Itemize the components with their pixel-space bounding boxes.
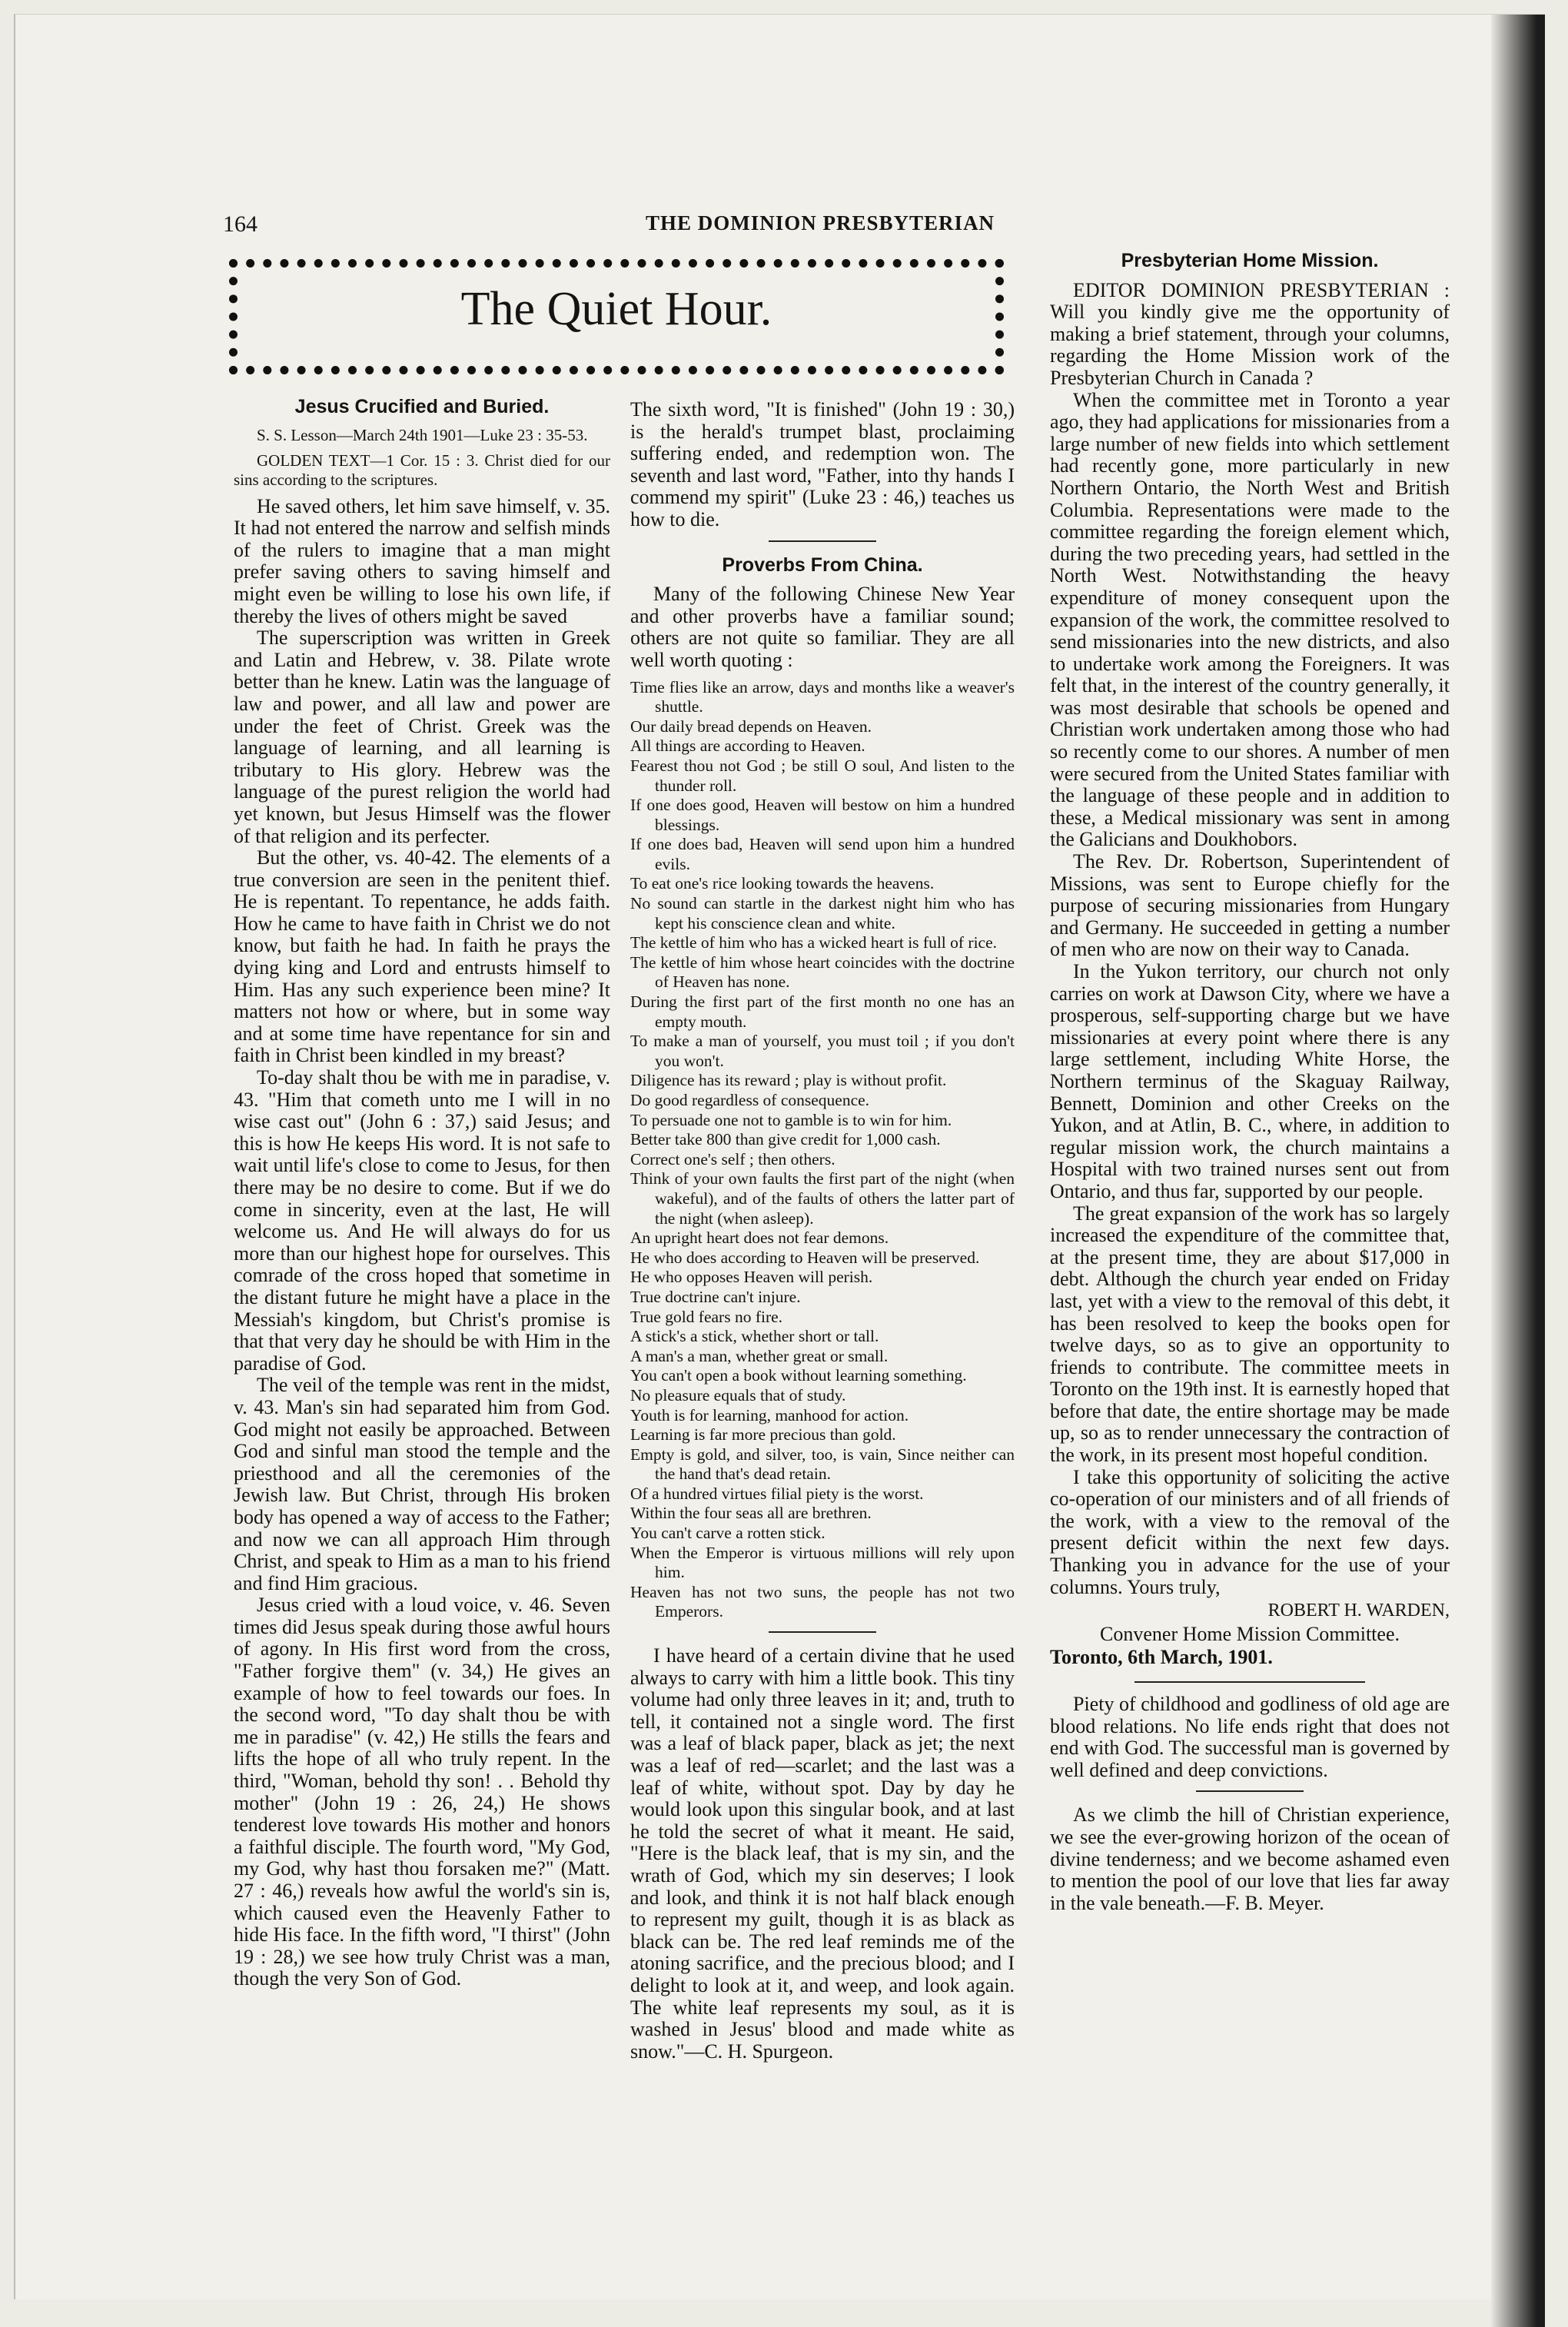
proverb: True gold fears no fire. [630,1307,783,1326]
golden-text: GOLDEN TEXT—1 Cor. 15 : 3. Christ died for our sins according to the scriptures. [234,450,610,489]
article-heading-proverbs: Proverbs From China. [722,553,923,576]
quiet-hour-title: The Quiet Hour. [460,283,772,335]
proverbs-intro: Many of the following Chinese New Year and other proverbs have a familiar sound; others are not quite so familiar. They are all well worth quoting : [630,583,1015,671]
article-heading-jesus-crucified: Jesus Crucified and Buried. [294,396,550,417]
paragraph: The veil of the temple was rent in the midst, v. 43. Man's sin had separated him from God. God might not easily be approached. Between God and sinful man stood the temple and the priesthood and all the ceremonies of the Jewish law. But Christ, through His broken body has opened a way of access to the Father; and now we can all approach Him through Christ, and speak to Him as a man to his friend and find Him gracious. [234,1374,610,1594]
column-3 [1050,250,1450,1914]
paragraph: When the committee met in Toronto a year ago, they had applications for missionaries from a large number of new fields into which settlement had recently gone, more particularly in new Northern Ontario, the North West and British Columbia. Representations were made to the committee regarding the foreign element which, during the two preceding years, had settled in the North West. Notwithstanding the heavy expenditure of money consequent upon the expansion of the work, the committee resolved to send missionaries into the new districts, and also to undertake work among the Foreigners. It was felt that, in the interest of the country generally, it was most desirable that schools be opened and Christian work undertaken among those who had so recently come to our shores. A number of men were secured from the United States familiar with the language of these people and in addition to these, a Medical missionary was sent in among the Galicians and Doukhobors. [1050,388,1450,851]
meyer-paragraph: As we climb the hill of Christian experience, we see the ever-growing horizon of the ocean of divine tenderness; and we become ashamed even to mention the pool of our love that lies far away in the vale beneath.—F. B. Meyer. [1050,1803,1450,1914]
proverb: The kettle of him who has a wicked heart is full of rice. [630,933,998,952]
paragraph: He saved others, let him save himself, v. 35. It had not entered the narrow and selfish minds of the rulers to imagine that a man might prefer saving others to saving himself and might even be willing to lose his own life, if thereby the lives of others might be saved [234,494,610,627]
column-2 [630,399,1015,2063]
spurgeon-paragraph: I have heard of a certain divine that he used always to carry with him a little book. This tiny volume had only three leaves in it; and, truth to tell, it contained not a single word. The first was a leaf of black paper, black as jet; the next was a leaf of red—scarlet; and the last was a leaf of white, without spot. Day by day he would look upon this singular book, and at last he told the secret of what it meant. He said, "Here is the black leaf, that is my sin, and the wrath of God, which my sin deserves; I look and look, and think it is not half black enough to represent my guilt, though it is as black as black can be. The red leaf reminds me of the atoning sacrifice, and the precious blood; and I delight to look at it, and weep, and look again. The white leaf represents my soul, as it is washed in Jesus' blood and made white as snow."—C. H. Spurgeon. [630,1644,1015,2063]
divider [1134,1681,1365,1683]
paragraph: The Rev. Dr. Robertson, Superintendent of Missions, was sent to Europe chiefly for the purpose of securing missionaries from Hungary and Germany. He succeeded in getting a number of men who are now on their way to Canada. [1050,850,1450,961]
piety-paragraph: Piety of childhood and godliness of old age are blood relations. No life ends right that does not end with God. The successful man is governed by well defined and deep convictions. [1050,1693,1450,1781]
divider [769,1631,876,1633]
paragraph: The superscription was written in Greek and Latin and Hebrew, v. 38. Pilate wrote better than he knew. Latin was the language of law and power, and all law and power are under the feet of Christ. Greek was the language of learning, and all learning is tributary to His glory. Hebrew was the language of the purest religion the world had yet known, but Jesus Himself was the flower of that religion and its perfecter. [234,627,610,847]
proverb: Within the four seas all are brethren. [630,1504,872,1523]
proverb: Heaven has not two suns, the people has not two Emperors. [630,1582,1015,1621]
proverb: Diligence has its reward ; play is without profit. [630,1071,947,1090]
paragraph: Jesus cried with a loud voice, v. 46. Seven times did Jesus speak during those awful hours of agony. In His first word from the cross, "Father forgive them" (v. 34,) He gives an example of how to feel towards our foes. In the second word, "To day shalt thou be with me in paradise" (v. 42,) He stills the fears and lifts the hope of all who truly repent. In the third, "Woman, behold thy son! . . Behold thy mother" (John 19 : 26, 24,) He shows tenderest love towards His mother and honors a faithful disciple. The fourth word, "My God, my God, why hast thou forsaken me?" (Matt. 27 : 46,) reveals how awful the world's sin is, which caused even the Heavenly Father to hide His face. In the fifth word, "I thirst" (John 19 : 28,) we see how truly Christ was a man, though the very Son of God. [234,1594,610,1990]
proverb: The kettle of him whose heart coincides with the doctrine of Heaven has none. [630,952,1015,992]
proverb: Youth is for learning, manhood for action. [630,1405,909,1424]
running-head: THE DOMINION PRESBYTERIAN [646,211,995,234]
proverb: All things are according to Heaven. [630,736,865,756]
proverb: He who opposes Heaven will perish. [630,1268,873,1287]
proverb: No pleasure equals that of study. [630,1385,846,1405]
lesson-reference: S. S. Lesson—March 24th 1901—Luke 23 : 35-53. [257,425,588,444]
proverb: You can't carve a rotten stick. [630,1524,826,1543]
proverb: Correct one's self ; then others. [630,1149,835,1168]
proverb: Fearest thou not God ; be still O soul, And listen to the thunder roll. [630,756,1015,795]
proverb: During the first part of the first month no one has an empty mouth. [630,992,1015,1031]
paragraph: In the Yukon territory, our church not only carries on work at Dawson City, where we have a prosperous, self-supporting charge but we have missionaries at every point where there is any large settlement, including White Horse, the Northern terminus of the Skaguay Railway, Bennett, Dominion and other Creeks on the Yukon, and at Atlin, B. C., where, in addition to regular mission work, the church maintains a Hospital with two trained nurses sent out from Ontario, and thus far, supported by our people. [1050,960,1450,1202]
proverb: Of a hundred virtues filial piety is the worst. [630,1484,924,1503]
article-heading-home-mission: Presbyterian Home Mission. [1121,250,1379,271]
paragraph: But the other, vs. 40-42. The elements of a true conversion are seen in the penitent thief. He is repentant. To repentance, he adds faith. How he came to have faith in Christ we do not know, but faith he had. In faith he prays the dying king and Lord and entrusts himself to Him. Has any such experience been mine? It matters not how or where, but in some way and at some time have repentance for sin and faith in Christ been kindled in my breast? [234,846,610,1067]
proverb: Empty is gold, and silver, too, is vain, Since neither can the hand that's dead retain. [630,1444,1015,1484]
newspaper-page [14,14,1545,2299]
proverb: True doctrine can't injure. [630,1287,801,1306]
proverb: To persuade one not to gamble is to win for him. [630,1110,952,1129]
proverb: When the Emperor is virtuous millions will rely upon him. [630,1543,1015,1582]
proverb: Think of your own faults the first part of the night (when wakeful), and of the faults of others the latter part of the night (when asleep). [630,1169,1015,1228]
proverb: Do good regardless of consequence. [630,1091,870,1109]
proverb: You can't open a book without learning something. [630,1366,967,1385]
proverb: If one does good, Heaven will bestow on him a hundred blessings. [630,796,1015,834]
proverb: To eat one's rice looking towards the heavens. [630,874,935,893]
proverb: To make a man of yourself, you must toil ; if you don't you won't. [630,1032,1015,1070]
proverb: An upright heart does not fear demons. [630,1228,889,1248]
proverb: No sound can startle in the darkest night him who has kept his conscience clean and white. [630,894,1015,932]
page-number: 164 [223,211,257,237]
proverb: He who does according to Heaven will be preserved. [630,1248,980,1267]
signature-title: Convener Home Mission Committee. [1100,1622,1400,1645]
proverbs-list [630,678,1015,1623]
paragraph-continued: The sixth word, "It is finished" (John 19 : 30,) is the herald's trumpet blast, proclaiming suffering ended, and redemption won. The seventh and last word, "Father, into thy hands I commend my spirit" (Luke 23 : 46,) teaches us how to die. [630,398,1015,530]
letter-salutation: EDITOR DOMINION PRESBYTERIAN : Will you kindly give me the opportunity of making a brief statement, through your columns, regarding the Home Mission work of the Presbyterian Church in Canada ? [1050,278,1450,389]
scan-edge-shadow [1491,15,1545,2327]
paragraph: The great expansion of the work has so largely increased the expenditure of the committee that, at the present time, they are about $17,000 in debt. Although the church year ended on Friday last, yet with a view to the removal of this debt, it has been resolved to keep the books open for twelve days, so as to give an opportunity to friends to contribute. The committee meets in Toronto on the 19th inst. It is earnestly hoped that before that date, the entire shortage may be made up, so as to render unnecessary the contraction of the work, in its present most hopeful condition. [1050,1202,1450,1467]
proverb: If one does bad, Heaven will send upon him a hundred evils. [630,835,1015,873]
proverb: A man's a man, whether great or small. [630,1346,889,1365]
proverb: A stick's a stick, whether short or tall. [630,1327,879,1346]
proverb: Time flies like an arrow, days and months like a weaver's shuttle. [630,677,1015,716]
divider [1196,1790,1304,1792]
proverb: Learning is far more precious than gold. [630,1425,896,1444]
paragraph: I take this opportunity of soliciting the active co-operation of our ministers and of all friends of the work, with a view to the removal of the present deficit within the next few days. Thanking you in advance for the use of your columns. Yours truly, [1050,1465,1450,1598]
signature-name: ROBERT H. WARDEN, [1267,1601,1450,1621]
signature-place-date: Toronto, 6th March, 1901. [1050,1646,1273,1669]
divider [769,540,876,542]
proverb: Our daily bread depends on Heaven. [630,716,872,736]
paragraph: To-day shalt thou be with me in paradise, v. 43. "Him that cometh unto me I will in no wise cast out" (John 6 : 37,) said Jesus; and this is how He keeps His word. It is not safe to wait until life's close to come to Jesus, for then there may be no desire to come. But if we do come in sincerity, even at the last, He will welcome us. And He will always do for us more than our highest hope for ourselves. This comrade of the cross hoped that sometime in the distant future he might have a place in the Messiah's kingdom, but Christ's promise is that that very day he should be with Him in the paradise of God. [234,1066,610,1375]
column-1 [234,396,610,1990]
proverb: Better take 800 than give credit for 1,000 cash. [630,1130,941,1149]
